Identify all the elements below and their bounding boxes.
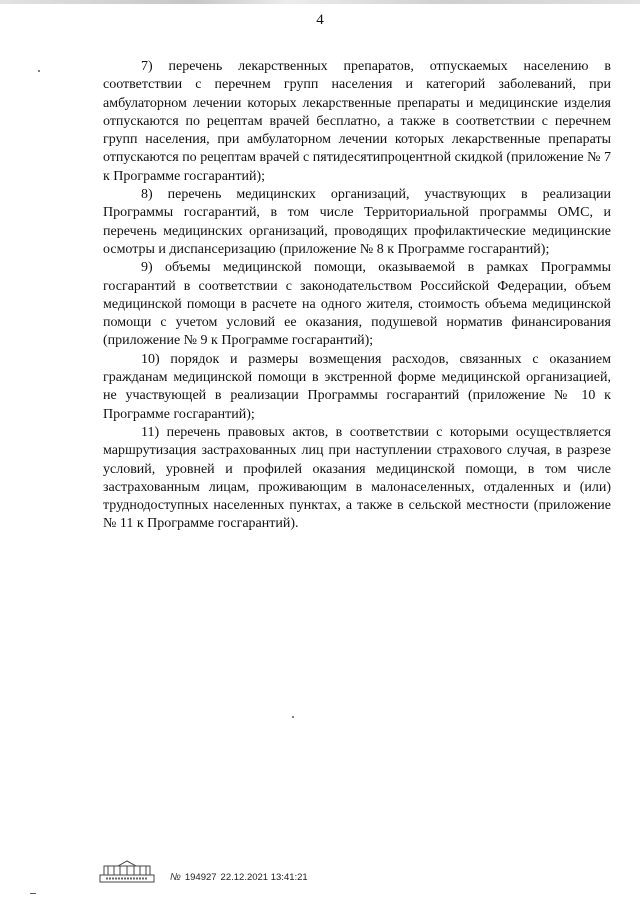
doc-number-icon: № (170, 872, 181, 883)
scan-speck (38, 70, 40, 72)
stamp-logo-icon (98, 858, 156, 884)
document-footer (98, 856, 308, 884)
page-number: 4 (316, 12, 324, 28)
scan-edge-artifact (0, 0, 640, 4)
paragraph-item-8: 8) перечень медицинских организаций, участвующих в реализации Программы госгарантий, в том числе Территориальной программы ОМС, и перечень медицинских организаций, проводящих профилактические медицинские осмотры и диспансеризацию (приложение № 8 к Программе госгарантий); (103, 187, 611, 257)
doc-timestamp: 22.12.2021 13:41:21 (220, 872, 308, 883)
paragraph-item-9: 9) объемы медицинской помощи, оказываемой в рамках Программы госгарантий в соответствии с законодательством Российской Федерации, объем медицинской помощи в расчете на одного жителя, стоимость объема медицинской помощи с учетом условий ее оказания, подушевой норматив финансирования (приложение № 9 к Программе госгарантий); (103, 260, 611, 349)
footer-registration (170, 872, 308, 884)
paragraph-item-10: 10) порядок и размеры возмещения расходов, связанных с оказанием гражданам медицинской помощи в экстренной форме медицинской организацией, не участвующей в реализации Программы госгарантий (приложение № 10 к Программе госгарантий); (103, 351, 611, 422)
paragraph-item-7: 7) перечень лекарственных препаратов, отпускаемых населению в соответствии с перечнем групп населения и категорий заболеваний, при амбулаторном лечении которых лекарственные препараты и медицинские изделия отпускаются по рецептам врачей бесплатно, а также в соответствии с перечнем групп населения, при амбулаторном лечении которых лекарственные препараты отпускаются по рецептам врачей с пятидесятипроцентной скидкой (приложение № 7 к Программе госгарантий); (103, 59, 611, 184)
document-body (103, 58, 611, 534)
paragraph-item-11: 11) перечень правовых актов, в соответствии с которыми осуществляется маршрутизация застрахованных лиц при наступлении страхового случая, в разрезе условий, уровней и профилей оказания медицинской помощи, в том числе застрахованным лицам, проживающим в малонаселенных, отдаленных и (или) труднодоступных населенных пунктах, а также в сельской местности (приложение № 11 к Программе госгарантий). (103, 424, 611, 532)
scan-speck (30, 893, 36, 894)
doc-id: 194927 (184, 872, 217, 883)
scan-speck (292, 716, 294, 718)
